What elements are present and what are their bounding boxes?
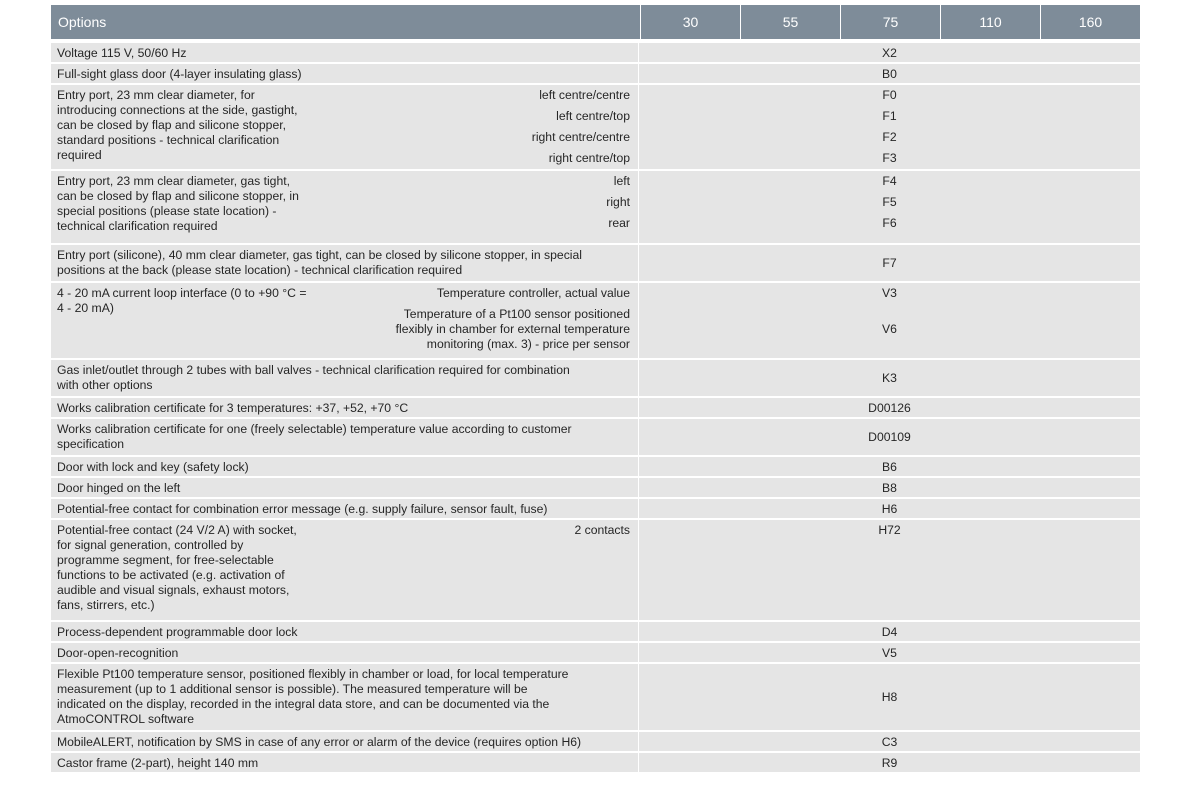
option-variant-label: Temperature of a Pt100 sensor positioned flexibly in chamber for external temperature monitoring (max. 3) - price per sensor <box>395 307 630 351</box>
option-code-cell <box>639 520 1140 620</box>
option-code: B8 <box>882 481 897 495</box>
option-description: MobileALERT, notification by SMS in case of any error or alarm of the device (requires option H6) <box>57 735 582 749</box>
table-row <box>51 457 1140 478</box>
option-description: Castor frame (2-part), height 140 mm <box>57 756 259 770</box>
option-code: F4 <box>882 174 897 188</box>
option-code-cell <box>639 171 1140 243</box>
option-description: Potential-free contact (24 V/2 A) with socket, for signal generation, controlled by programme segment, for free-selectable functions to be activated (e.g. activation of audible and visual signals, exhaust motors, fans, stirrers, etc.) <box>57 523 297 612</box>
option-code: F2 <box>882 130 897 144</box>
option-code-cell <box>639 478 1140 497</box>
table-row <box>51 499 1140 520</box>
option-code: R9 <box>881 756 898 770</box>
table-row <box>51 43 1140 64</box>
option-code: D00126 <box>868 401 911 415</box>
size-column-header-160: 160 <box>1040 5 1140 39</box>
option-code: F0 <box>882 88 897 102</box>
option-code-cell <box>639 398 1140 417</box>
option-description: Entry port (silicone), 40 mm clear diameter, gas tight, can be closed by silicone stopper, in special positions at the back (please state location) - technical clarification required <box>57 248 582 277</box>
option-code-cell <box>639 643 1140 662</box>
table-row <box>51 664 1140 732</box>
option-variant-label: right <box>606 195 630 209</box>
option-description-cell <box>51 398 639 417</box>
option-code-cell <box>639 732 1140 751</box>
option-code: C3 <box>881 735 898 749</box>
option-description-cell <box>51 664 639 730</box>
option-variant-label: right centre/top <box>548 151 630 165</box>
option-description: 4 - 20 mA current loop interface (0 to +90 °C = 4 - 20 mA) <box>57 286 307 315</box>
option-code: F1 <box>882 109 897 123</box>
size-column-header-75: 75 <box>840 5 940 39</box>
option-variant-label: left centre/centre <box>539 88 630 102</box>
option-description: Works calibration certificate for 3 temperatures: +37, +52, +70 °C <box>57 401 409 415</box>
option-code-cell <box>639 499 1140 518</box>
table-row <box>51 64 1140 85</box>
option-code: V3 <box>882 286 897 300</box>
option-description-cell <box>51 732 639 751</box>
options-table <box>51 5 1140 774</box>
option-variant-label: rear <box>608 216 630 230</box>
option-variant-label: left <box>613 174 630 188</box>
option-code: B0 <box>882 67 897 81</box>
option-code: F6 <box>882 216 897 230</box>
option-description-cell <box>51 360 639 396</box>
option-description-cell <box>51 43 639 62</box>
option-description-cell <box>51 499 639 518</box>
size-column-header-110: 110 <box>940 5 1040 39</box>
option-code: F5 <box>882 195 897 209</box>
option-code: H8 <box>881 689 898 704</box>
table-body <box>51 43 1140 774</box>
option-code: V6 <box>882 322 897 336</box>
option-code: H72 <box>878 523 901 537</box>
option-code-cell <box>639 419 1140 455</box>
option-code: X2 <box>882 46 897 60</box>
option-code: F7 <box>882 255 897 270</box>
option-code-cell <box>639 664 1140 730</box>
option-description-cell <box>51 85 639 169</box>
option-variant-label: left centre/top <box>556 109 630 123</box>
table-row <box>51 398 1140 419</box>
table-row <box>51 245 1140 283</box>
option-description-cell <box>51 64 639 83</box>
option-code-cell <box>639 360 1140 396</box>
option-code: B6 <box>882 460 897 474</box>
option-description: Door-open-recognition <box>57 646 179 660</box>
option-description-cell <box>51 643 639 662</box>
size-column-header-30: 30 <box>640 5 740 39</box>
option-description: Voltage 115 V, 50/60 Hz <box>57 46 187 60</box>
option-description: Potential-free contact for combination error message (e.g. supply failure, sensor fault, fuse) <box>57 502 548 516</box>
option-description-cell <box>51 457 639 476</box>
option-description: Full-sight glass door (4-layer insulating glass) <box>57 67 302 81</box>
option-variant-label: right centre/centre <box>531 130 630 144</box>
option-code-cell <box>639 85 1140 169</box>
option-description: Door hinged on the left <box>57 481 181 495</box>
table-row <box>51 622 1140 643</box>
option-code-cell <box>639 64 1140 83</box>
option-description: Works calibration certificate for one (freely selectable) temperature value according to customer specification <box>57 422 572 451</box>
table-row <box>51 360 1140 398</box>
option-code-cell <box>639 283 1140 358</box>
option-description: Entry port, 23 mm clear diameter, gas tight, can be closed by flap and silicone stopper, in special positions (please state location) - technical clarification required <box>57 174 299 233</box>
table-row <box>51 643 1140 664</box>
table-row <box>51 283 1140 360</box>
option-description: Door with lock and key (safety lock) <box>57 460 249 474</box>
option-code-cell <box>639 753 1140 772</box>
option-code-cell <box>639 43 1140 62</box>
option-code-cell <box>639 245 1140 281</box>
options-column-header: Options <box>58 14 107 30</box>
option-description-cell <box>51 753 639 772</box>
table-row <box>51 520 1140 622</box>
option-code: V5 <box>882 646 897 660</box>
option-code: D00109 <box>868 429 911 444</box>
table-row <box>51 478 1140 499</box>
option-description: Process-dependent programmable door lock <box>57 625 298 639</box>
option-code: F3 <box>882 151 897 165</box>
table-row <box>51 85 1140 171</box>
table-row <box>51 732 1140 753</box>
table-row <box>51 419 1140 457</box>
option-code: K3 <box>882 370 897 385</box>
option-description-cell <box>51 245 639 281</box>
option-code-cell <box>639 457 1140 476</box>
option-description-cell <box>51 171 639 243</box>
option-description-cell <box>51 478 639 497</box>
option-description-cell <box>51 520 639 620</box>
option-code: D4 <box>881 625 898 639</box>
option-description-cell <box>51 283 639 358</box>
option-variant-label: Temperature controller, actual value <box>436 286 630 300</box>
option-description: Entry port, 23 mm clear diameter, for introducing connections at the side, gastight, can be closed by flap and silicone stopper, standard positions - technical clarification required <box>57 88 298 162</box>
option-description: Gas inlet/outlet through 2 tubes with ball valves - technical clarification required for combination with other options <box>57 363 570 392</box>
table-header <box>51 5 1140 39</box>
table-row <box>51 171 1140 245</box>
size-column-header-55: 55 <box>740 5 840 39</box>
option-description-cell <box>51 419 639 455</box>
table-row <box>51 753 1140 774</box>
option-code-cell <box>639 622 1140 641</box>
option-variant-label: 2 contacts <box>574 523 630 537</box>
option-description: Flexible Pt100 temperature sensor, positioned flexibly in chamber or load, for local temperature measurement (up to 1 additional sensor is possible). The measured temperature will be indicated on the display, recorded in the integral data store, and can be documented via the AtmoCONTROL software <box>57 667 569 726</box>
option-code: H6 <box>881 502 898 516</box>
option-description-cell <box>51 622 639 641</box>
